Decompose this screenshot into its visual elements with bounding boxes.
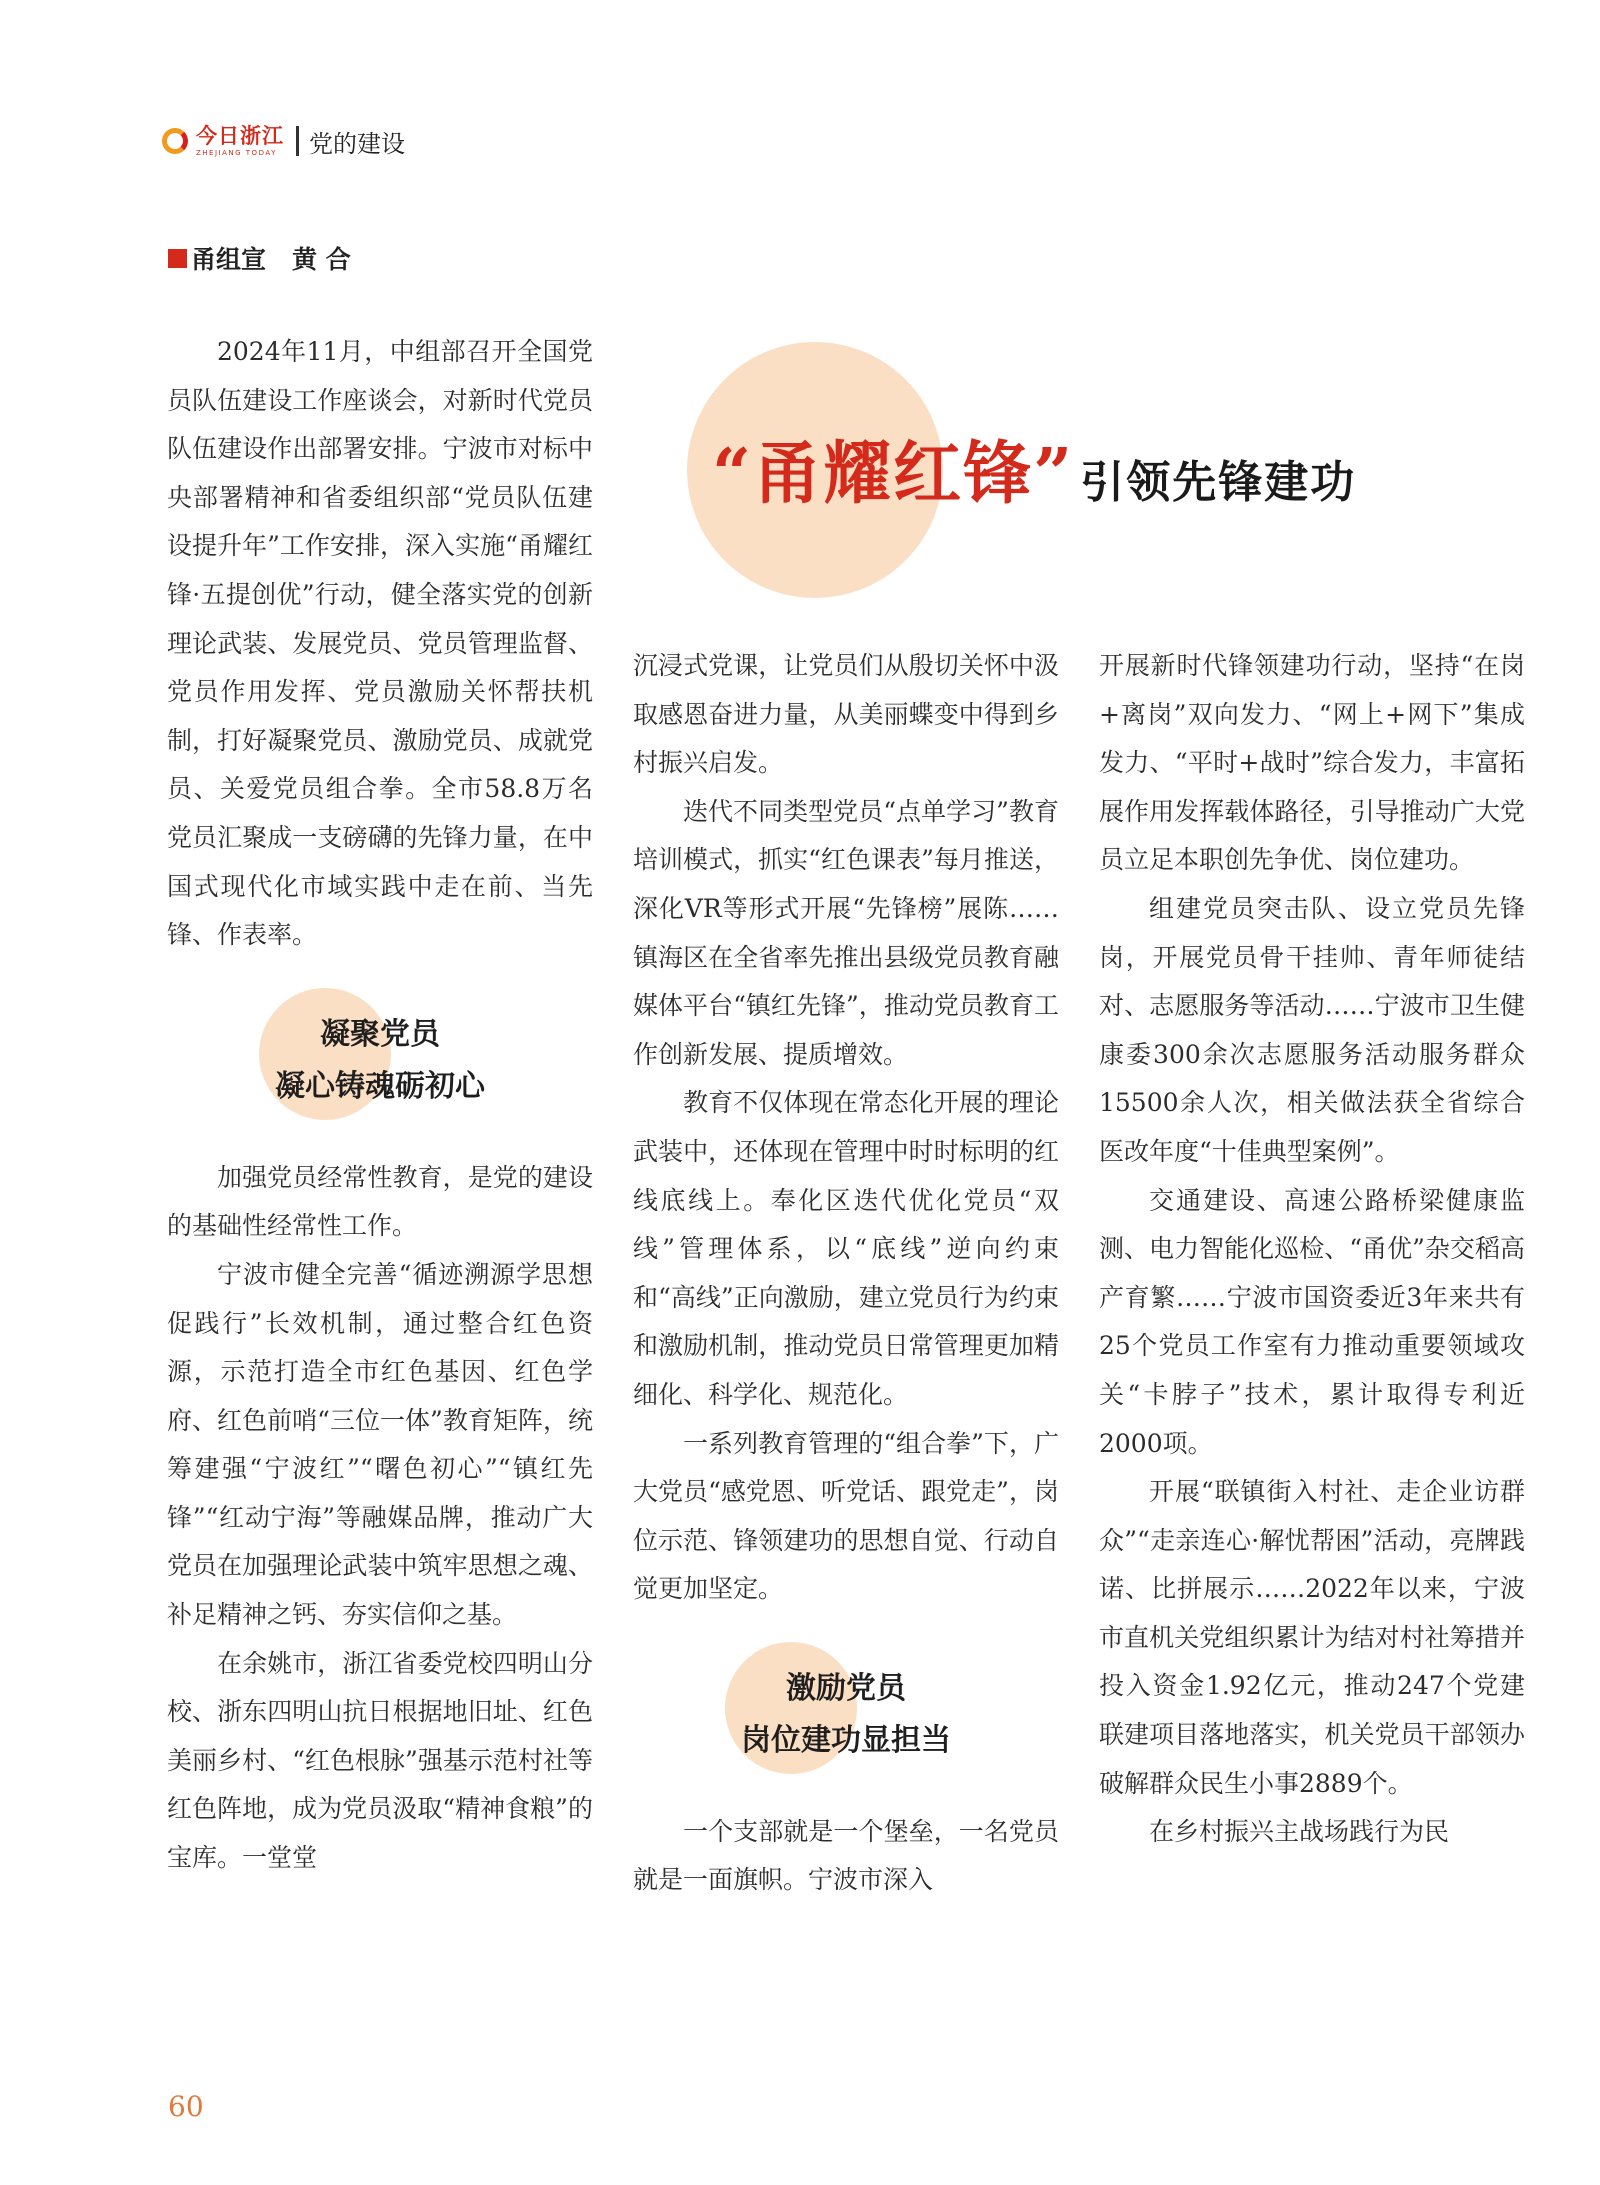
subheading-1-line1: 凝聚党员 [320, 1016, 440, 1052]
column-2 [633, 642, 1059, 1905]
subheading-1-line2: 凝心铸魂砺初心 [275, 1068, 485, 1104]
paragraph: 在余姚市，浙江省委党校四明山分校、浙东四明山抗日根据地旧址、红色美丽乡村、“红色根脉”强基示范村社等红色阵地，成为党员汲取“精神食粮”的宝库。一堂堂 [167, 1648, 593, 1873]
red-square-icon [168, 249, 187, 268]
byline-source: 甬组宣 [191, 245, 267, 274]
section-name: 党的建设 [309, 129, 405, 158]
paragraph: 交通建设、高速公路桥梁健康监测、电力智能化巡检、“甬优”杂交稻高产育繁……宁波市国资委近3年来共有25个党员工作室有力推动重要领域攻关“卡脖子”技术，累计取得专利近2000项。 [1099, 1185, 1525, 1458]
paragraph: 在乡村振兴主战场践行为民 [1149, 1817, 1450, 1847]
logo-english: ZHEJIANG TODAY [196, 148, 277, 157]
paragraph: 一系列教育管理的“组合拳”下，广大党员“感党恩、听党话、跟党走”，岗位示范、锋领建功的思想自觉、行动自觉更加坚定。 [633, 1428, 1059, 1604]
subheading-2-line2: 岗位建功显担当 [741, 1722, 951, 1758]
paragraph: 加强党员经常性教育，是党的建设的基础性经常性工作。 [167, 1162, 593, 1241]
byline-author: 黄 合 [292, 245, 351, 274]
magazine-logo [196, 123, 284, 157]
paragraph: 组建党员突击队、设立党员先锋岗，开展党员骨干挂帅、青年师徒结对、志愿服务等活动……宁波市卫生健康委300余次志愿服务活动服务群众15500余人次，相关做法获全省综合医改年度“十佳典型案例”。 [1099, 893, 1525, 1166]
title-highlight: “甬耀红锋” [712, 434, 1075, 514]
title-rest: 引领先锋建功 [1080, 457, 1357, 508]
paragraph: 沉浸式党课，让党员们从殷切关怀中汲取感恩奋进力量，从美丽蝶变中得到乡村振兴启发。 [633, 651, 1059, 778]
subheading-2-line1: 激励党员 [786, 1670, 906, 1706]
subheading-1 [167, 978, 593, 1148]
logo-chinese: 今日浙江 [196, 123, 284, 148]
byline [168, 240, 351, 276]
paragraph: 一个支部就是一个堡垒，一名党员就是一面旗帜。宁波市深入 [633, 1816, 1059, 1895]
logo-icon [160, 126, 190, 156]
page-number: 60 [168, 2090, 204, 2123]
paragraph: 教育不仅体现在常态化开展的理论武装中，还体现在管理中时时标明的红线底线上。奉化区迭代优化党员“双线”管理体系，以“底线”逆向约束和“高线”正向激励，建立党员行为约束和激励机制，推动党员日常管理更加精细化、科学化、规范化。 [633, 1088, 1059, 1409]
paragraph: 开展“联镇街入村社、走企业访群众”“走亲连心·解忧帮困”活动，亮牌践诺、比拼展示……2022年以来，宁波市直机关党组织累计为结对村社筹措并投入资金1.92亿元，推动247个党建联建项目落地落实，机关党员干部领办破解群众民生小事2889个。 [1099, 1477, 1525, 1798]
subheading-2 [633, 1632, 1059, 1802]
paragraph: 2024年11月，中组部召开全国党员队伍建设工作座谈会，对新时代党员队伍建设作出部署安排。宁波市对标中央部署精神和省委组织部“党员队伍建设提升年”工作安排，深入实施“甬耀红锋·五提创优”行动，健全落实党的创新理论武装、发展党员、党员管理监督、党员作用发挥、党员激励关怀帮扶机制，打好凝聚党员、激励党员、成就党员、关爱党员组合拳。全市58.8万名党员汇聚成一支磅礴的先锋力量，在中国式现代化市域实践中走在前、当先锋、作表率。 [167, 337, 593, 950]
column-1 [167, 328, 593, 1883]
article-title [712, 420, 1356, 517]
column-3 [1099, 642, 1525, 1857]
paragraph: 迭代不同类型党员“点单学习”教育培训模式，抓实“红色课表”每月推送，深化VR等形式开展“先锋榜”展陈……镇海区在全省率先推出县级党员教育融媒体平台“镇红先锋”，推动党员教育工作创新发展、提质增效。 [633, 796, 1059, 1069]
magazine-header [160, 118, 405, 164]
paragraph: 宁波市健全完善“循迹溯源学思想促践行”长效机制，通过整合红色资源，示范打造全市红色基因、红色学府、红色前哨“三位一体”教育矩阵，统筹建强“宁波红”“曙色初心”“镇红先锋”“红动宁海”等融媒品牌，推动广大党员在加强理论武装中筑牢思想之魂、补足精神之钙、夯实信仰之基。 [167, 1259, 593, 1630]
paragraph: 开展新时代锋领建功行动，坚持“在岗+离岗”双向发力、“网上+网下”集成发力、“平时+战时”综合发力，丰富拓展作用发挥载体路径，引导推动广大党员立足本职创先争优、岗位建功。 [1099, 651, 1525, 875]
header-divider [296, 126, 299, 156]
